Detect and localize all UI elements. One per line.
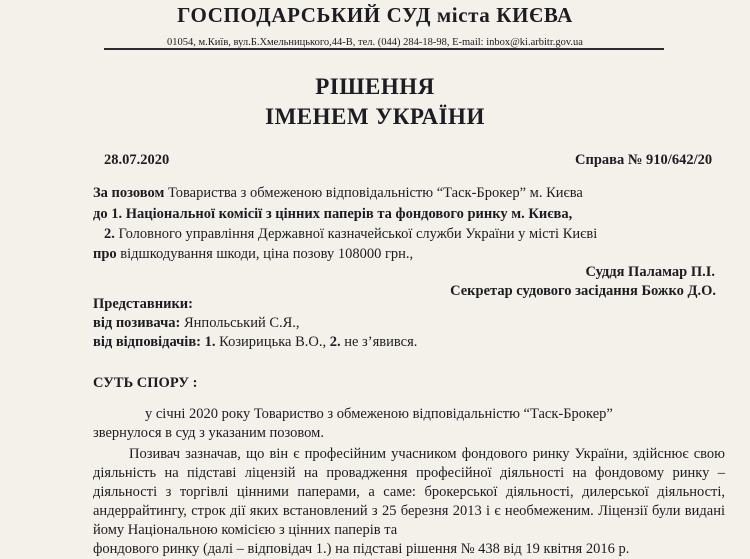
- plaintiff-name: Товариства з обмеженою відповідальністю “Таск-Брокер” м. Києва: [164, 185, 583, 201]
- defendants-rep-label: від відповідачів:: [93, 334, 201, 350]
- plaintiff-rep-name: Янпольський С.Я.,: [180, 315, 300, 331]
- defendant-1-name: Національної комісії з цінних паперів та фондового ринку м. Києва,: [122, 206, 573, 222]
- defendants-representatives-line: [93, 334, 417, 351]
- plaintiff-rep-label: від позивача:: [93, 315, 181, 331]
- defendant-2-number: 2.: [104, 226, 115, 242]
- court-address: 01054, м.Київ, вул.Б.Хмельницького,44-В, тел. (044) 284-18-98, E-mail: inbox@ki.arbitr.gov.ua: [167, 37, 583, 48]
- plaintiff-representative-line: [93, 315, 300, 332]
- about-label: про: [93, 246, 117, 262]
- document-title: РІШЕННЯ: [315, 74, 435, 99]
- defendant-1-line: [93, 206, 572, 223]
- paragraph-2-text: Позивач зазначав, що він є професійним учасником фондового ринку України, здійснює свою діяльність на підставі ліцензій на провадження професійної діяльності на фондовому ринку – діяльності з торгівлі цінними паперами, а саме: брокерської діяльності, дилерської діяльності, андеррайтингу, строк дії яких встановлений з 25 березня 2013 і є необмеженим. Ліцензії були видані йому Національною комісією з цінних паперів та: [93, 446, 725, 538]
- paragraph-1-last-line: звернулося в суд з указаним позовом.: [93, 425, 324, 441]
- document-subtitle: ІМЕНЕМ УКРАЇНИ: [265, 104, 485, 129]
- claim-label: За позовом: [93, 185, 165, 201]
- case-number: 910/642/20: [646, 152, 713, 168]
- defendant-rep-2-number: 2.: [329, 334, 341, 350]
- defendant-2-line: [104, 226, 597, 243]
- paragraph-2: [93, 445, 725, 559]
- defendant-rep-1-name: Козирицька В.О.,: [215, 334, 327, 350]
- subject-line: [93, 246, 413, 263]
- header-divider: [104, 48, 664, 50]
- case-number-line: [575, 152, 712, 169]
- defendant-rep-1-number: 1.: [204, 334, 216, 350]
- dispute-heading: СУТЬ СПОРУ :: [93, 375, 198, 391]
- paragraph-1-text: у січні 2020 року Товариство з обмеженою відповідальністю “Таск-Брокер”: [145, 406, 613, 422]
- judge-name: Суддя Паламар П.І.: [585, 264, 715, 280]
- defendant-1-number: 1.: [111, 206, 123, 222]
- defendant-2-name: Головного управління Державної казначейської служби України у місті Києві: [114, 226, 598, 242]
- court-secretary: Секретар судового засідання Божко Д.О.: [450, 283, 716, 299]
- claim-subject: відшкодування шкоди, ціна позову 108000 грн.,: [116, 246, 414, 262]
- court-name: ГОСПОДАРСЬКИЙ СУД міста КИЄВА: [177, 3, 573, 27]
- to-label: до: [93, 206, 108, 222]
- representatives-heading: Представники:: [93, 296, 193, 312]
- claim-line: [93, 185, 583, 202]
- defendant-rep-2-status: не з’явився.: [340, 334, 418, 350]
- case-label: Справа №: [575, 152, 643, 168]
- paragraph-2-last-line: фондового ринку (далі – відповідач 1.) на підставі рішення № 438 від 19 квітня 2016 р.: [93, 541, 630, 557]
- decision-date: 28.07.2020: [104, 152, 170, 168]
- paragraph-1: [93, 405, 725, 443]
